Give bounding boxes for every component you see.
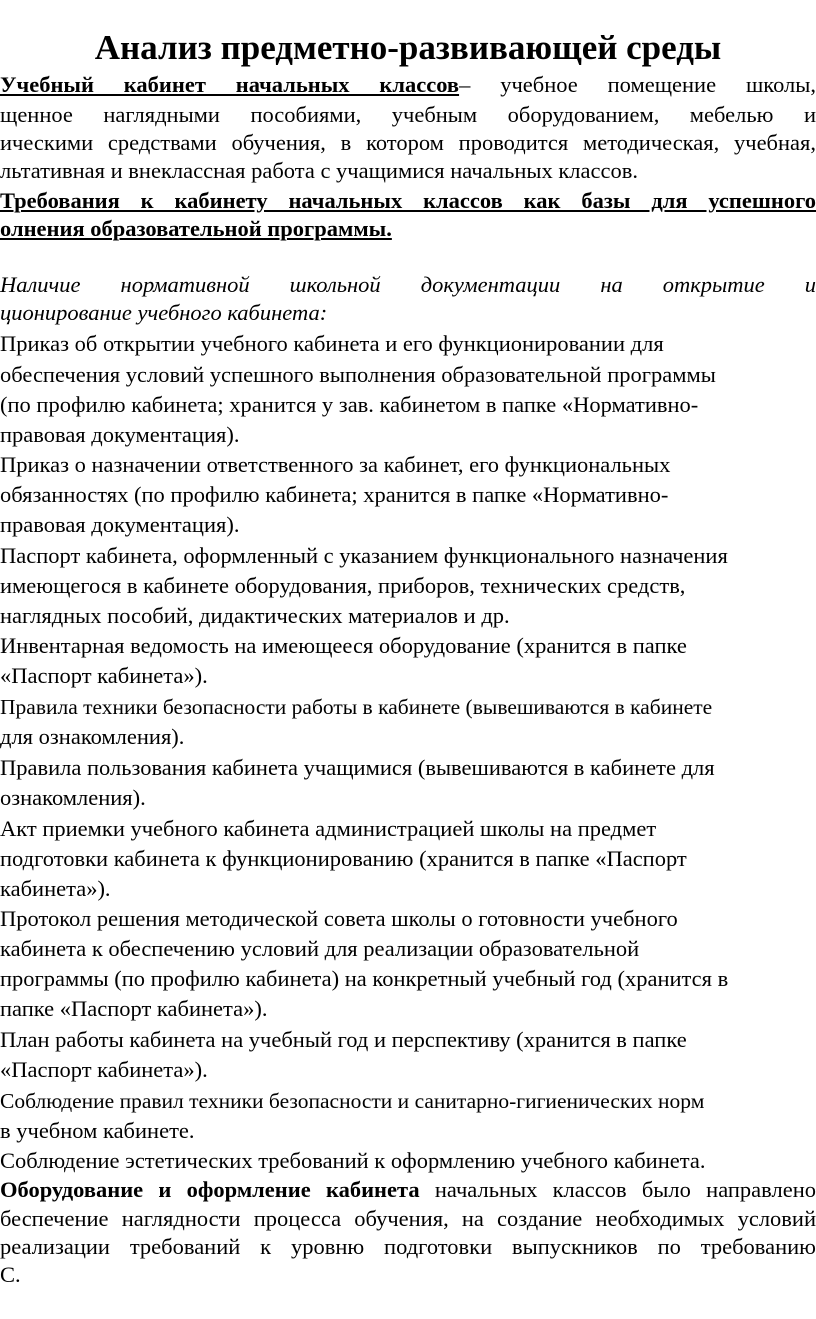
equipment-line-1	[0, 1175, 816, 1205]
list-item-line: «Паспорт кабинета»).	[0, 663, 208, 688]
list-item-line: обязанностях (по профилю кабинета; хранится в папке «Нормативно-	[0, 482, 669, 507]
list-item-line: Протокол решения методической совета школы о готовности учебного	[0, 906, 678, 931]
list-item-line: Соблюдение эстетических требований к оформлению учебного кабинета.	[0, 1148, 706, 1173]
list-item-line: Соблюдение правил техники безопасности и санитарно-гигиенических норм	[0, 1089, 705, 1113]
list-item-line: для ознакомления).	[0, 724, 185, 749]
list-item-line: Приказ о назначении ответственного за кабинет, его функциональных	[0, 452, 671, 477]
docs-intro-line-2: ционирование учебного кабинета:	[0, 300, 328, 325]
equipment-term: Оборудование и оформление кабинета	[0, 1177, 420, 1202]
list-item-line: наглядных пособий, дидактических материалов и др.	[0, 603, 510, 628]
list-item-line: Правила техники безопасности работы в кабинете (вывешиваются в кабинете	[0, 695, 713, 719]
list-item-line: План работы кабинета на учебный год и перспективу (хранится в папке	[0, 1027, 687, 1052]
intro-line-1	[0, 70, 816, 100]
equipment-line-3: реализации требований к уровню подготовки выпускников по требованию	[0, 1234, 816, 1259]
equipment-line-2: беспечение наглядности процесса обучения, на создание необходимых условий	[0, 1206, 816, 1231]
list-item-line: кабинета к обеспечению условий для реализации образовательной	[0, 936, 640, 961]
list-item-line: в учебном кабинете.	[0, 1118, 195, 1143]
equipment-line-4: С.	[0, 1262, 21, 1287]
requirements-heading-line-2: олнения образовательной программы.	[0, 216, 392, 241]
page-title: Анализ предметно-развивающей среды	[94, 28, 722, 67]
list-item-line: ознакомления).	[0, 785, 146, 810]
list-item-line: подготовки кабинета к функционированию (хранится в папке «Паспорт	[0, 846, 687, 871]
intro-line-4: льтативная и внеклассная работа с учащимися начальных классов.	[0, 158, 638, 183]
list-item-line: кабинета»).	[0, 876, 111, 901]
list-item-line: программы (по профилю кабинета) на конкретный учебный год (хранится в	[0, 966, 729, 991]
intro-term: Учебный кабинет начальных классов	[0, 72, 460, 97]
list-item-line: правовая документация).	[0, 422, 240, 447]
requirements-heading-line-1: Требования к кабинету начальных классов как базы для успешного	[0, 188, 816, 213]
list-item-line: (по профилю кабинета; хранится у зав. кабинетом в папке «Нормативно-	[0, 392, 699, 417]
list-item-line: имеющегося в кабинете оборудования, приборов, технических средств,	[0, 573, 686, 598]
list-item-line: Правила пользования кабинета учащимися (вывешиваются в кабинете для	[0, 755, 715, 780]
intro-line1-rest: – учебное помещение школы,	[459, 72, 816, 97]
list-item-line: Приказ об открытии учебного кабинета и его функционировании для	[0, 331, 664, 356]
intro-line-2: щенное наглядными пособиями, учебным оборудованием, мебелью и	[0, 102, 816, 127]
list-item-line: Паспорт кабинета, оформленный с указанием функционального назначения	[0, 543, 728, 568]
list-item-line: обеспечения условий успешного выполнения образовательной программы	[0, 362, 716, 387]
equipment-line1-rest: начальных классов было направлено	[419, 1177, 816, 1202]
intro-line-3: ическими средствами обучения, в котором проводится методическая, учебная,	[0, 130, 816, 155]
docs-intro-line-1: Наличие нормативной школьной документации на открытие и	[0, 272, 816, 297]
list-item-line: папке «Паспорт кабинета»).	[0, 996, 268, 1021]
list-item-line: правовая документация).	[0, 512, 240, 537]
list-item-line: «Паспорт кабинета»).	[0, 1057, 208, 1082]
list-item-line: Акт приемки учебного кабинета администрацией школы на предмет	[0, 816, 657, 841]
list-item-line: Инвентарная ведомость на имеющееся оборудование (хранится в папке	[0, 633, 687, 658]
